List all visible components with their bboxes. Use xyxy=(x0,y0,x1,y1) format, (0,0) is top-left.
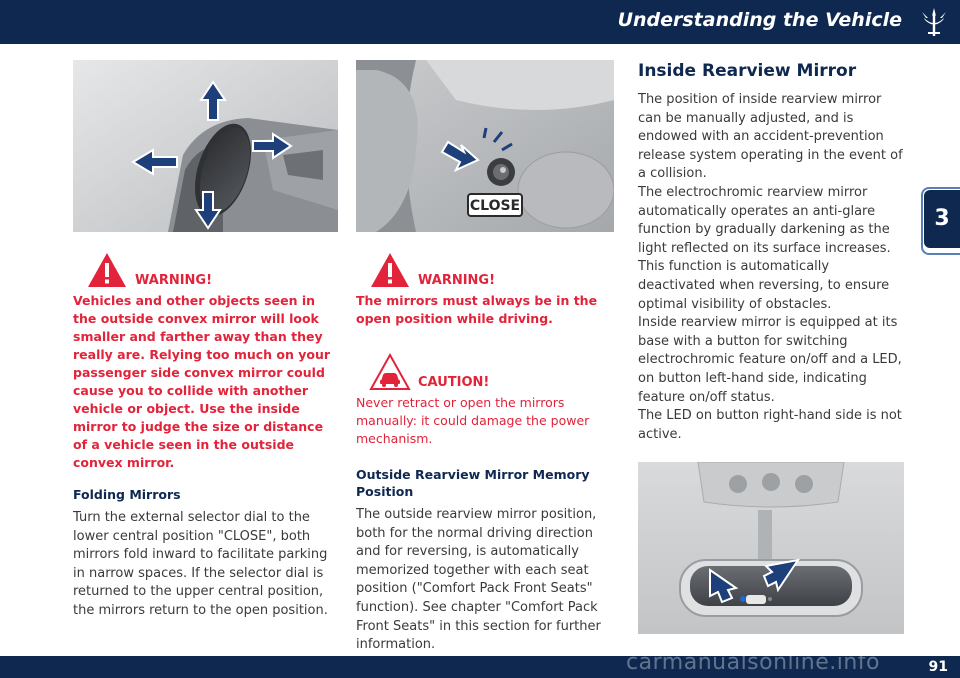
warning-text: Vehicles and other objects seen in the outside convex mirror will look smaller and farther away than they really are. Relying too much on your passenger side convex mirror could cause you to collide with another vehicle or object. Use the inside mirror to judge the size or distance of a vehicle seen in the outside convex mirror. xyxy=(73,293,331,470)
caution-text: Never retract or open the mirrors manually: it could damage the power mechanism. xyxy=(356,395,590,446)
warning-heading-2 xyxy=(356,250,614,290)
inside-mirror-photo xyxy=(638,462,904,634)
caution-title: CAUTION! xyxy=(418,375,490,390)
paragraph-2: The electrochromic rearview mirror automatically operates an anti-glare function by gradually darkening as the light reflected on its surface increases. This function is automatically deactivated when reversing, to ensure optimal visibility of obstacles. xyxy=(638,184,891,312)
watermark: carmanualsonline.info xyxy=(626,650,880,675)
column-right xyxy=(638,60,904,634)
memory-position-heading: Outside Rearview Mirror Memory Position xyxy=(356,467,590,499)
column-left xyxy=(73,60,338,621)
paragraph-4: The LED on button right-hand side is not active. xyxy=(638,408,902,442)
page-header xyxy=(0,0,960,44)
warning-triangle-icon xyxy=(368,250,412,290)
caution-heading xyxy=(356,352,614,392)
column-middle xyxy=(356,60,614,655)
caution-car-triangle-icon xyxy=(368,352,412,392)
outside-mirror-photo xyxy=(73,60,338,232)
warning-title: WARNING! xyxy=(135,273,213,288)
warning-heading-1 xyxy=(73,250,338,290)
header-title: Understanding the Vehicle xyxy=(617,9,902,31)
warning-title: WARNING! xyxy=(418,273,496,288)
chapter-tab[interactable]: 3 xyxy=(924,190,960,248)
memory-position-text: The outside rearview mirror position, both for the normal driving direction and for reversing, is automatically memorized together with each seat position ("Comfort Pack Front Seats" function). See chapter "Comfort Pack Front Seats" in this section for further information. xyxy=(356,507,601,653)
folding-mirrors-heading: Folding Mirrors xyxy=(73,487,181,502)
warning-triangle-icon xyxy=(85,250,129,290)
trident-logo-icon xyxy=(916,6,952,38)
close-label: CLOSE xyxy=(469,198,521,214)
warning-text: The mirrors must always be in the open position while driving. xyxy=(356,293,598,326)
folding-mirrors-text: Turn the external selector dial to the lower central position "CLOSE", both mirrors fold inward to facilitate parking in narrow spaces. If the selector dial is returned to the upper central position, the mirrors return to the open position. xyxy=(73,510,328,618)
paragraph-1: The position of inside rearview mirror can be manually adjusted, and is endowed with an accident-prevention release system operating in the event of a collision. xyxy=(638,92,903,182)
selector-dial-photo xyxy=(356,60,614,232)
page-number: 91 xyxy=(928,659,948,675)
section-title: Inside Rearview Mirror xyxy=(638,61,857,81)
paragraph-3: Inside rearview mirror is equipped at its base with a button for switching electrochromic feature on/off and a LED, on button left-hand side, indicating feature on/off status. xyxy=(638,315,902,405)
